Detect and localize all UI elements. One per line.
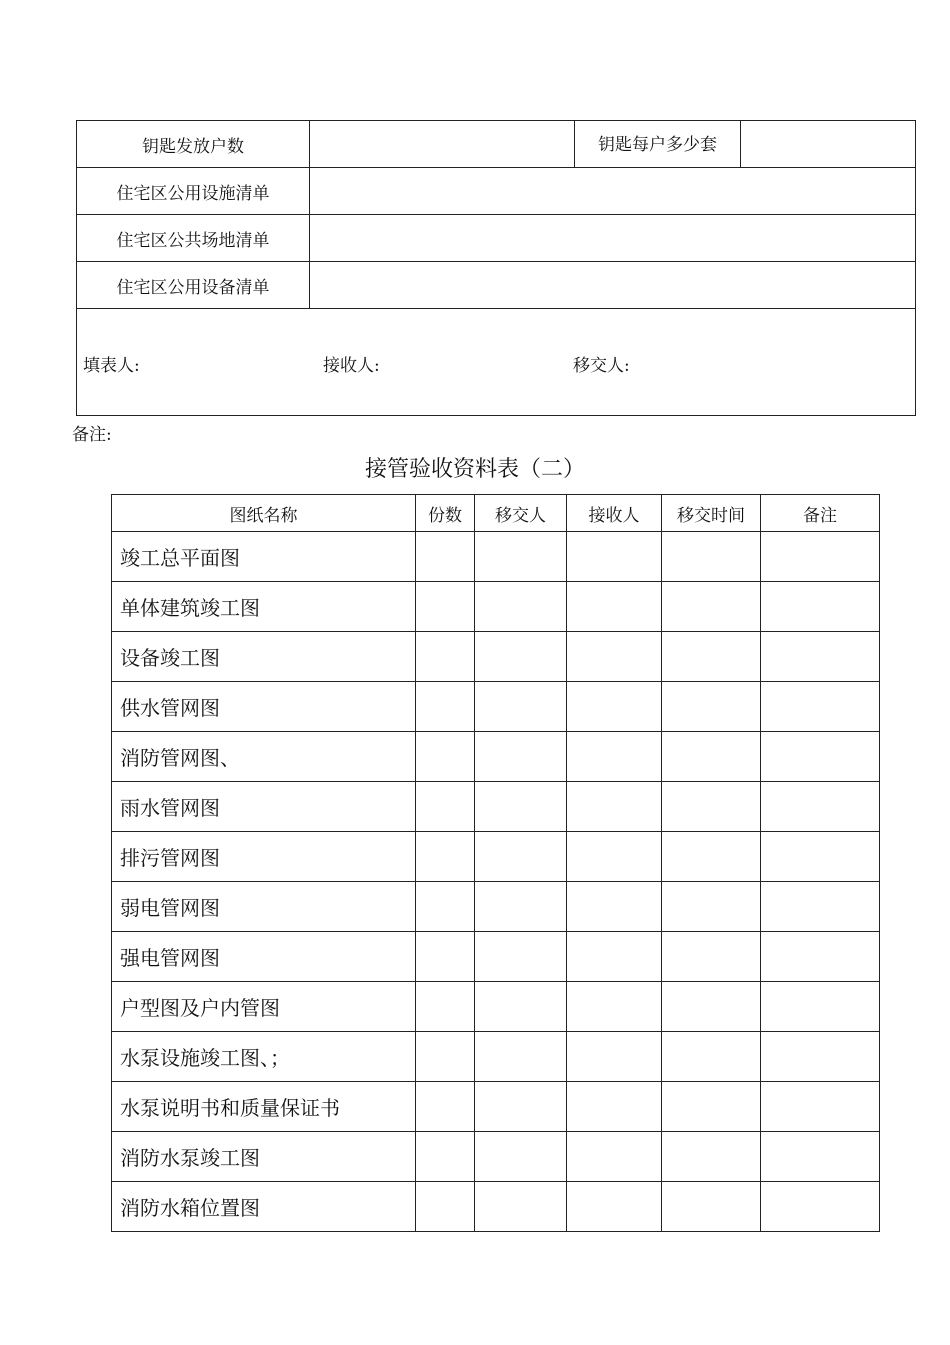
table-row: [112, 682, 880, 732]
signature-row: [77, 309, 916, 416]
handover-person-cell[interactable]: [475, 682, 567, 732]
table-row: [112, 1082, 880, 1132]
receiver-cell[interactable]: [567, 1082, 662, 1132]
filler-signature-label: 填表人:: [83, 356, 140, 376]
header-receiver: 接收人: [567, 495, 662, 532]
handover-person-cell[interactable]: [475, 932, 567, 982]
handover-person-cell[interactable]: [475, 832, 567, 882]
receiver-cell[interactable]: [567, 832, 662, 882]
remarks-cell[interactable]: [761, 1082, 880, 1132]
table-row: [112, 532, 880, 582]
table-row: [112, 1132, 880, 1182]
facilities-list-label: 住宅区公用设施清单: [77, 168, 310, 215]
drawing-name-cell: 供水管网图: [112, 682, 416, 732]
handover-time-cell[interactable]: [662, 1032, 761, 1082]
handover-person-cell[interactable]: [475, 982, 567, 1032]
receiver-cell[interactable]: [567, 732, 662, 782]
drawings-handover-table: [111, 494, 880, 1232]
remarks-cell[interactable]: [761, 632, 880, 682]
remarks-cell[interactable]: [761, 1132, 880, 1182]
remarks-cell[interactable]: [761, 582, 880, 632]
keys-per-household-label: 钥匙每户多少套: [575, 121, 741, 168]
handover-person-cell[interactable]: [475, 532, 567, 582]
copies-cell[interactable]: [416, 882, 475, 932]
remarks-label: 备注:: [72, 425, 112, 445]
drawings-table-body: [112, 532, 880, 1232]
handover-time-cell[interactable]: [662, 732, 761, 782]
header-row: [112, 495, 880, 532]
handover-time-cell[interactable]: [662, 1182, 761, 1232]
copies-cell[interactable]: [416, 632, 475, 682]
copies-cell[interactable]: [416, 1132, 475, 1182]
handover-person-cell[interactable]: [475, 582, 567, 632]
equipment-list-field[interactable]: [310, 262, 916, 309]
copies-cell[interactable]: [416, 832, 475, 882]
copies-cell[interactable]: [416, 582, 475, 632]
handover-person-cell[interactable]: [475, 1132, 567, 1182]
handover-person-cell[interactable]: [475, 632, 567, 682]
drawing-name-cell: 竣工总平面图: [112, 532, 416, 582]
copies-cell[interactable]: [416, 982, 475, 1032]
key-households-field[interactable]: [310, 121, 575, 168]
table-row: [112, 932, 880, 982]
handover-time-cell[interactable]: [662, 932, 761, 982]
table2-title: 接管验收资料表（二）: [364, 457, 585, 482]
handover-person-cell[interactable]: [475, 1082, 567, 1132]
handover-time-cell[interactable]: [662, 832, 761, 882]
receiver-cell[interactable]: [567, 632, 662, 682]
handover-time-cell[interactable]: [662, 1082, 761, 1132]
remarks-cell[interactable]: [761, 882, 880, 932]
drawing-name-cell: 设备竣工图: [112, 632, 416, 682]
remarks-cell[interactable]: [761, 832, 880, 882]
handover-signature-label: 移交人:: [573, 356, 630, 376]
table-row: [112, 882, 880, 932]
facilities-row: [77, 168, 916, 215]
handover-time-cell[interactable]: [662, 982, 761, 1032]
copies-cell[interactable]: [416, 1082, 475, 1132]
receiver-cell[interactable]: [567, 882, 662, 932]
handover-time-cell[interactable]: [662, 782, 761, 832]
drawing-name-cell: 消防水泵竣工图: [112, 1132, 416, 1182]
equipment-row: [77, 262, 916, 309]
drawing-name-cell: 消防水箱位置图: [112, 1182, 416, 1232]
drawing-name-cell: 强电管网图: [112, 932, 416, 982]
table-row: [112, 632, 880, 682]
copies-cell[interactable]: [416, 932, 475, 982]
public-grounds-row: [77, 215, 916, 262]
public-grounds-list-label: 住宅区公共场地清单: [77, 215, 310, 262]
drawing-name-cell: 消防管网图、: [112, 732, 416, 782]
key-row: [77, 121, 916, 168]
drawing-name-cell: 户型图及户内管图: [112, 982, 416, 1032]
table-row: [112, 732, 880, 782]
handover-time-cell[interactable]: [662, 1132, 761, 1182]
table-row: [112, 1182, 880, 1232]
remarks-cell[interactable]: [761, 982, 880, 1032]
handover-time-cell[interactable]: [662, 582, 761, 632]
remarks-cell[interactable]: [761, 732, 880, 782]
signature-cell: [77, 309, 916, 416]
copies-cell[interactable]: [416, 682, 475, 732]
copies-cell[interactable]: [416, 1032, 475, 1082]
handover-person-cell[interactable]: [475, 782, 567, 832]
handover-person-cell[interactable]: [475, 1182, 567, 1232]
facilities-list-field[interactable]: [310, 168, 916, 215]
drawing-name-cell: 单体建筑竣工图: [112, 582, 416, 632]
handover-time-cell[interactable]: [662, 632, 761, 682]
drawing-name-cell: 弱电管网图: [112, 882, 416, 932]
header-handover-person: 移交人: [475, 495, 567, 532]
remarks-cell[interactable]: [761, 1182, 880, 1232]
drawing-name-cell: 雨水管网图: [112, 782, 416, 832]
header-copies: 份数: [416, 495, 475, 532]
receiver-cell[interactable]: [567, 982, 662, 1032]
handover-time-cell[interactable]: [662, 682, 761, 732]
receiver-cell[interactable]: [567, 532, 662, 582]
public-grounds-list-field[interactable]: [310, 215, 916, 262]
copies-cell[interactable]: [416, 1182, 475, 1232]
remarks-cell[interactable]: [761, 782, 880, 832]
drawing-name-cell: 水泵说明书和质量保证书: [112, 1082, 416, 1132]
remarks-cell[interactable]: [761, 532, 880, 582]
receiver-cell[interactable]: [567, 582, 662, 632]
table-row: [112, 782, 880, 832]
key-households-label: 钥匙发放户数: [77, 121, 310, 168]
receiver-cell[interactable]: [567, 1132, 662, 1182]
copies-cell[interactable]: [416, 532, 475, 582]
header-drawing-name: 图纸名称: [112, 495, 416, 532]
drawing-name-cell: 排污管网图: [112, 832, 416, 882]
copies-cell[interactable]: [416, 732, 475, 782]
receiver-signature-label: 接收人:: [323, 356, 380, 376]
table-row: [112, 582, 880, 632]
receiver-cell[interactable]: [567, 682, 662, 732]
table-row: [112, 1032, 880, 1082]
handover-time-cell[interactable]: [662, 532, 761, 582]
receiver-cell[interactable]: [567, 1182, 662, 1232]
handover-person-cell[interactable]: [475, 732, 567, 782]
header-remarks: 备注: [761, 495, 880, 532]
handover-summary-table: [76, 120, 916, 416]
keys-per-household-field[interactable]: [741, 121, 916, 168]
header-handover-time: 移交时间: [662, 495, 761, 532]
receiver-cell[interactable]: [567, 1032, 662, 1082]
receiver-cell[interactable]: [567, 782, 662, 832]
remarks-cell[interactable]: [761, 1032, 880, 1082]
drawing-name-cell: 水泵设施竣工图、；: [112, 1032, 416, 1082]
copies-cell[interactable]: [416, 782, 475, 832]
handover-person-cell[interactable]: [475, 882, 567, 932]
remarks-cell[interactable]: [761, 932, 880, 982]
equipment-list-label: 住宅区公用设备清单: [77, 262, 310, 309]
handover-time-cell[interactable]: [662, 882, 761, 932]
table-row: [112, 982, 880, 1032]
handover-person-cell[interactable]: [475, 1032, 567, 1082]
receiver-cell[interactable]: [567, 932, 662, 982]
remarks-cell[interactable]: [761, 682, 880, 732]
table-row: [112, 832, 880, 882]
